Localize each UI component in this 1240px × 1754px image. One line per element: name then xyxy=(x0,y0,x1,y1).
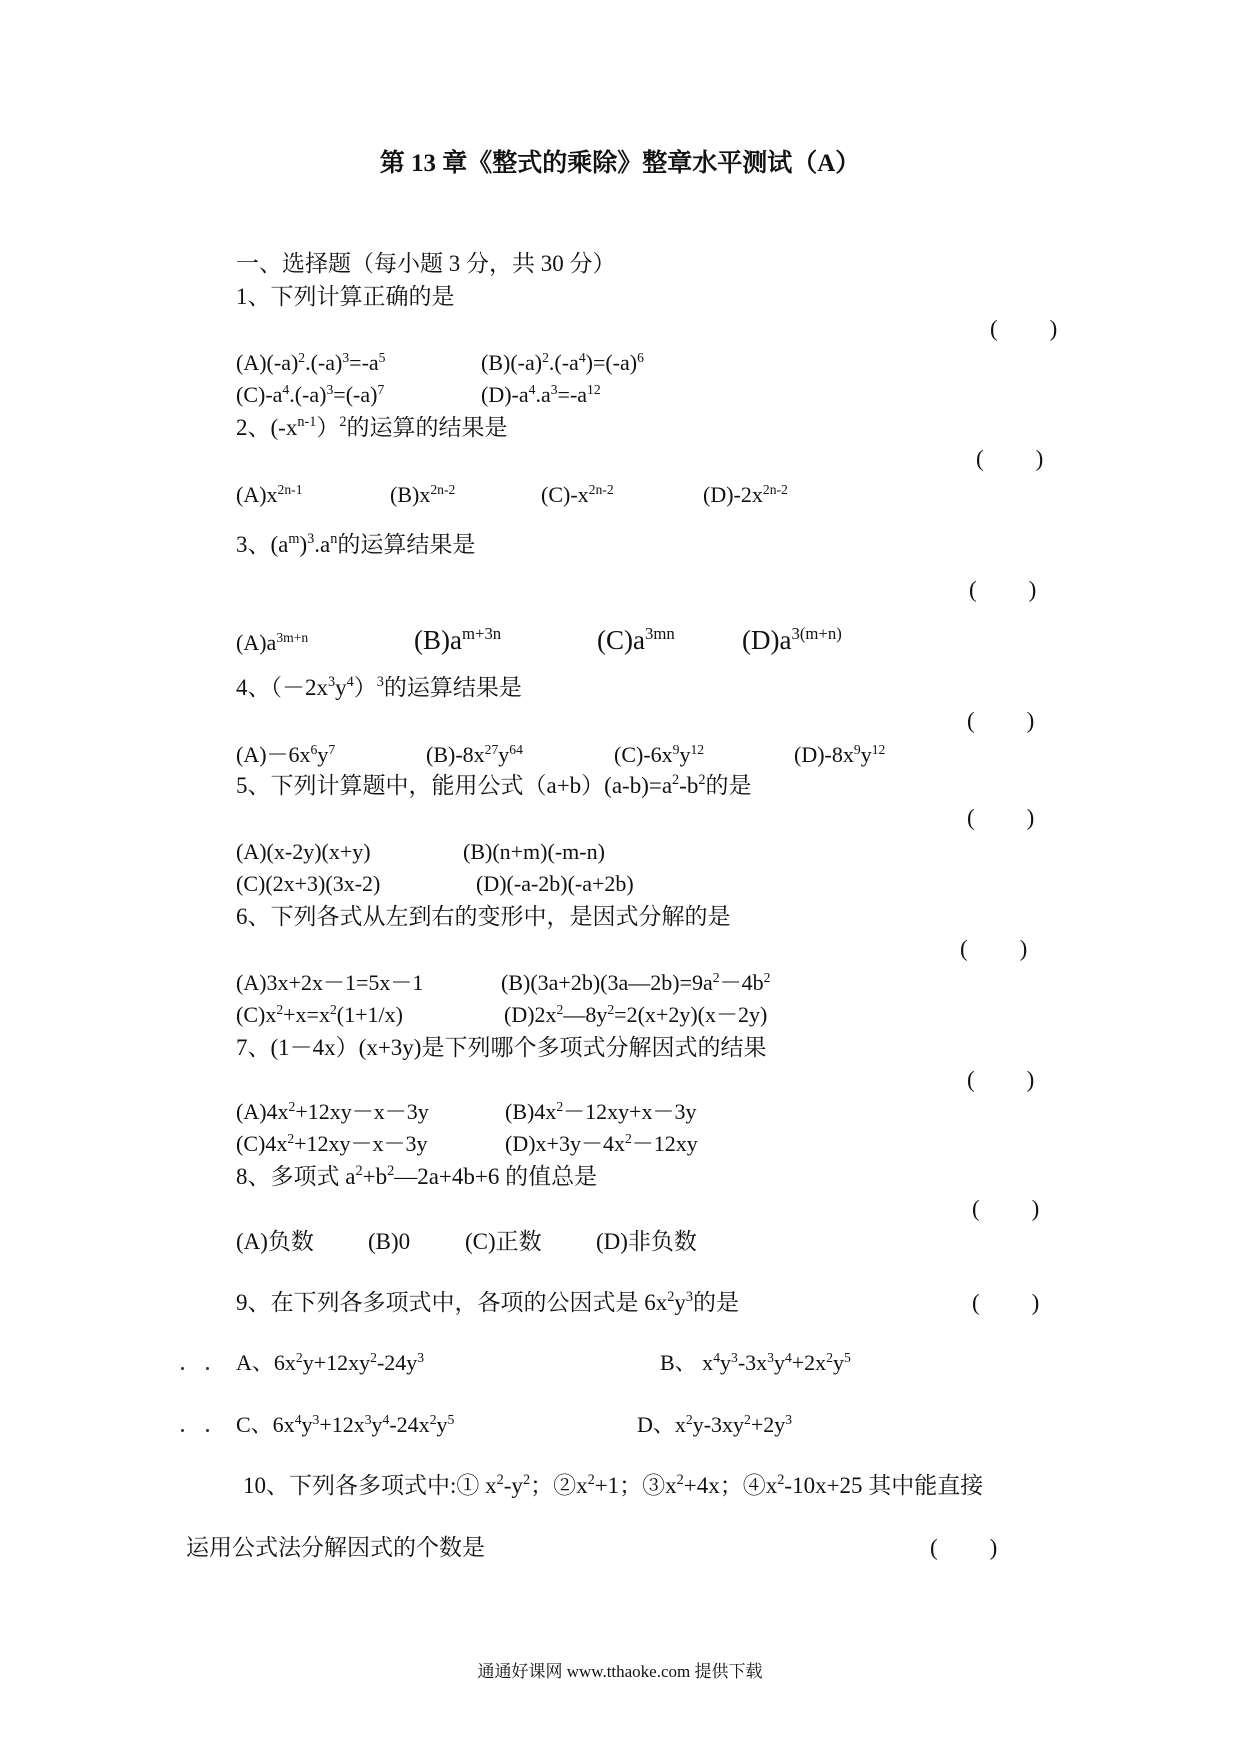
q1-option-a: $(A)(-a)^2.(-a)^3=-a^5$ xyxy=(236,349,386,375)
q3-option-c: $(C)a^{3mn}$ xyxy=(597,623,675,655)
q9-option-c: C、$6x^4y^3+12x^3y^4-24x^2y^5$ xyxy=(236,1411,455,1437)
q8-option-c: (C)正数 xyxy=(465,1229,542,1254)
q8-option-b: (B)0 xyxy=(368,1229,411,1254)
q5-option-c: (C)(2x+3)(3x-2) xyxy=(236,871,381,896)
question-10-stem-line-2: 运用公式法分解因式的个数是 xyxy=(186,1535,485,1560)
q4-option-d: $(D)-8x^9y^{12}$ xyxy=(794,741,886,767)
q4-option-a: $(A)-6x^6y^7$ xyxy=(236,741,336,767)
answer-blank-8: ( ) xyxy=(972,1196,1042,1221)
q3-option-a: $(A)a^{3m+n}$ xyxy=(236,629,309,655)
q6-option-c: $(C)x^2+x=x^2(1+1/x)$ xyxy=(236,1001,403,1027)
question-1-stem: 1、下列计算正确的是 xyxy=(236,284,455,309)
scan-speck xyxy=(181,1429,184,1432)
q5-option-b: (B)(n+m)(-m-n) xyxy=(463,839,605,864)
answer-blank-6: ( ) xyxy=(960,936,1030,961)
q7-option-d: $(D)x+3y-4x^2-12xy$ xyxy=(505,1130,698,1156)
q4-option-c: $(C)-6x^9y^{12}$ xyxy=(614,741,705,767)
question-7-stem: 7、(1－4x）(x+3y)是下列哪个多项式分解因式的结果 xyxy=(236,1035,767,1060)
section-heading: 一、选择题（每小题 3 分，共 30 分） xyxy=(236,251,616,276)
page-title: 第 13 章《整式的乘除》整章水平测试（A） xyxy=(379,150,861,177)
question-3-stem: 3、$(a^m)^3.a^n$的运算结果是 xyxy=(236,531,476,557)
q6-option-d: $(D)2x^2—8y^2=2(x+2y)(x-2y)$ xyxy=(504,1001,768,1027)
q7-option-a: $(A)4x^2+12xy-x-3y$ xyxy=(236,1098,429,1124)
question-6-stem: 6、下列各式从左到右的变形中，是因式分解的是 xyxy=(236,904,731,929)
q2-option-a: $(A)x^{2n-1}$ xyxy=(236,481,303,507)
answer-blank-7: ( ) xyxy=(967,1067,1037,1092)
q7-option-c: $(C)4x^2+12xy-x-3y$ xyxy=(236,1130,428,1156)
question-8-stem: 8、多项式 $a^2+b^2—2a+4b+6$ 的值总是 xyxy=(236,1163,598,1189)
q1-option-d: $(D)-a^4.a^3=-a^{12}$ xyxy=(481,381,601,407)
answer-blank-5: ( ) xyxy=(967,805,1037,830)
q1-option-b: $(B)(-a)^2.(-a^4)=(-a)^6$ xyxy=(481,349,644,375)
scan-speck xyxy=(206,1429,209,1432)
answer-blank-2: ( ) xyxy=(976,446,1046,471)
q3-option-b: $(B)a^{m+3n}$ xyxy=(414,623,502,655)
q8-option-a: (A)负数 xyxy=(236,1229,314,1254)
answer-blank-10: ( ) xyxy=(930,1535,1000,1560)
q5-option-a: (A)(x-2y)(x+y) xyxy=(236,839,371,864)
q3-option-d: $(D)a^{3(m+n)}$ xyxy=(742,623,842,655)
q6-option-a: (A)3x+2x－1=5x－1 xyxy=(236,970,424,995)
q1-option-c: $(C)-a^4.(-a)^3=(-a)^7$ xyxy=(236,381,385,407)
question-5-stem: 5、下列计算题中，能用公式$(a+b)(a-b)=a^2-b^2$的是 xyxy=(236,772,752,798)
q9-option-b: B、 $x^4y^3-3x^3y^4+2x^2y^5$ xyxy=(660,1349,851,1375)
q2-option-d: $(D)-2x^{2n-2}$ xyxy=(703,481,788,507)
q9-option-a: A、$6x^2y+12xy^2-24y^3$ xyxy=(236,1349,425,1375)
answer-blank-9: ( ) xyxy=(972,1290,1042,1315)
q4-option-b: $(B)-8x^{27}y^{64}$ xyxy=(426,741,523,767)
scan-speck xyxy=(206,1367,209,1370)
scan-speck xyxy=(181,1367,184,1370)
q2-option-c: $(C)-x^{2n-2}$ xyxy=(541,481,614,507)
answer-blank-1: ( ) xyxy=(990,316,1060,341)
page-footer: 通通好课网 www.tthaoke.com 提供下载 xyxy=(477,1662,763,1681)
question-10-stem-line-1: 10、下列各多项式中:① $x^2-y^2$；$②x^2+1$；$③x^2+4x$；$④x^2-10x+25$ 其中能直接 xyxy=(243,1472,984,1498)
question-4-stem: 4、$(-2x^3y^4)^3$的运算结果是 xyxy=(236,674,522,700)
q6-option-b: $(B)(3a+2b)(3a—2b)=9a^2-4b^2$ xyxy=(501,969,771,995)
question-9-stem: 9、在下列各多项式中，各项的公因式是 $6x^2y^3$的是 xyxy=(236,1289,739,1315)
answer-blank-4: ( ) xyxy=(967,708,1037,733)
question-2-stem: 2、$(-x^{n-1})^2$的运算的结果是 xyxy=(236,414,508,440)
answer-blank-3: ( ) xyxy=(969,577,1039,602)
q7-option-b: $(B)4x^2-12xy+x-3y$ xyxy=(505,1098,697,1124)
q9-option-d: D、$x^2y-3xy^2+2y^3$ xyxy=(637,1411,793,1437)
q2-option-b: $(B)x^{2n-2}$ xyxy=(390,481,456,507)
q8-option-d: (D)非负数 xyxy=(596,1229,697,1254)
q5-option-d: (D)(-a-2b)(-a+2b) xyxy=(476,871,634,896)
